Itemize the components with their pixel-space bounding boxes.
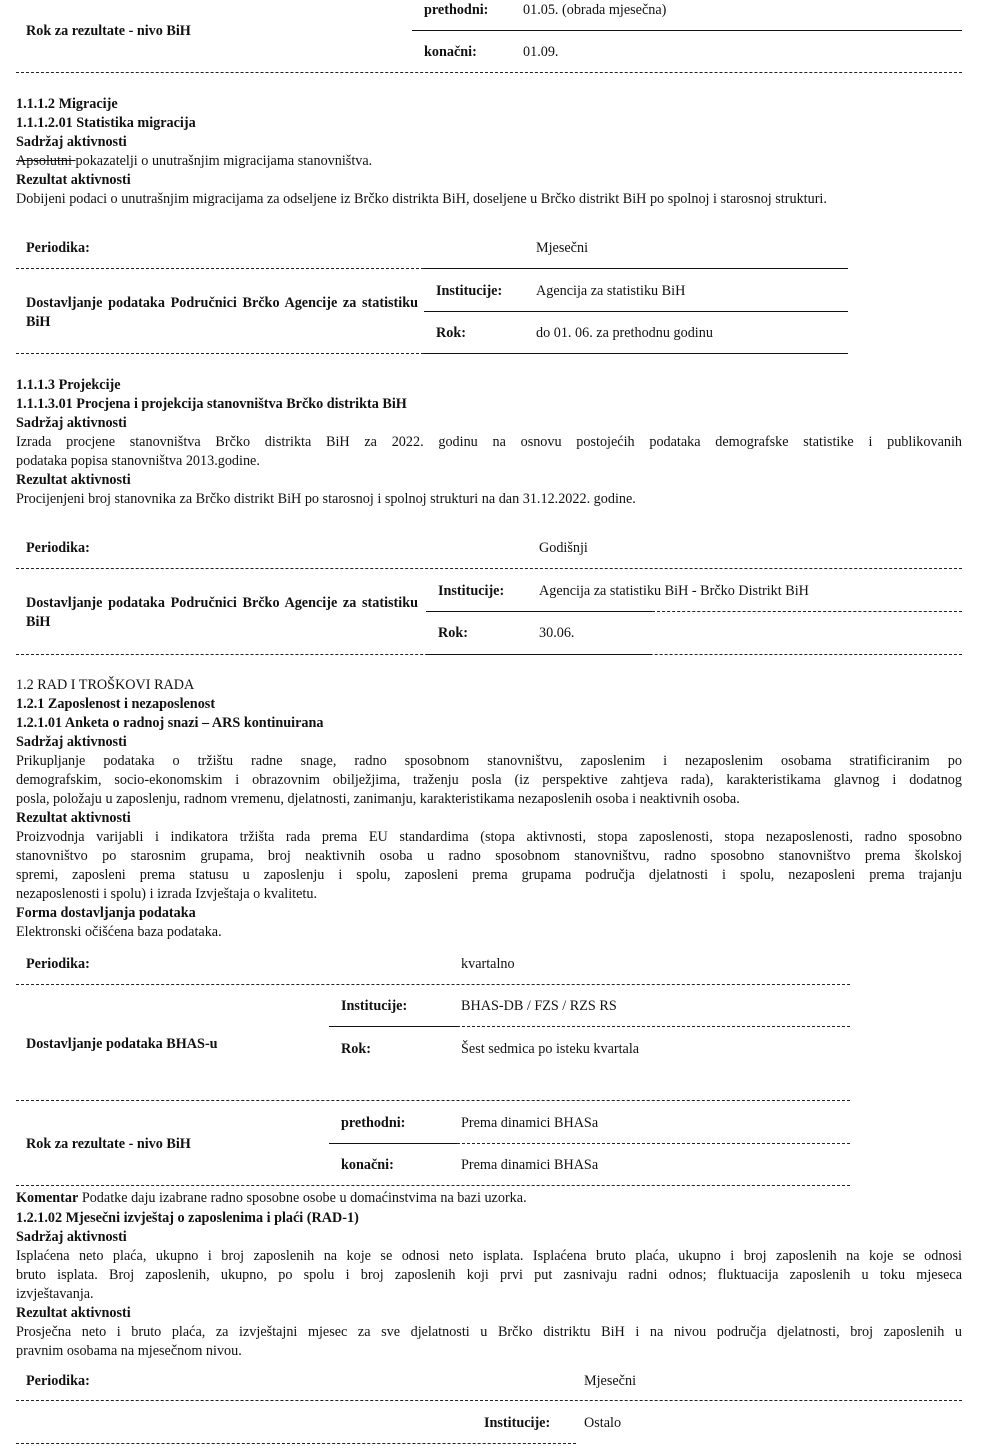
rezultat-line: pravnim osobama na mjesečnom nivou.	[16, 1343, 242, 1359]
rok-rezultate-label: Rok za rezultate - nivo BiH	[26, 1136, 191, 1152]
rezultat-text: Dobijeni podaci o unutrašnjim migracijama za odseljene iz Brčko distrikta BiH, doseljene u Brčko distrikt BiH po spolnoj i starosnoj strukturi.	[16, 191, 827, 207]
divider	[329, 1026, 457, 1027]
periodika-label: Periodika:	[26, 956, 90, 972]
prethodni-label: prethodni:	[424, 2, 489, 18]
section-heading: 1.1.1.3 Projekcije	[16, 377, 121, 393]
divider	[424, 311, 848, 312]
divider	[457, 1143, 850, 1144]
institucije-label: Institucije:	[484, 1415, 551, 1431]
prethodni-value: 01.05. (obrada mjesečna)	[523, 2, 667, 18]
rezultat-text: Procijenjeni broj stanovnika za Brčko distrikt BiH po starosnoj i spolnoj strukturi na dan 31.12.2022. godine.	[16, 491, 636, 507]
sadrzaj-line: Prikupljanje podataka o tržištu radne snage, radno sposobnom stanovništvu, zaposlenim i nezaposlenim osobama stratificiranim po	[16, 753, 962, 769]
prethodni-value: Prema dinamici BHASa	[461, 1115, 599, 1131]
section-heading: 1.2.1 Zaposlenost i nezaposlenost	[16, 696, 216, 712]
komentar-body: Podatke daju izabrane radno sposobne osobe u domaćinstvima na bazi uzorka.	[78, 1190, 527, 1206]
divider	[16, 353, 424, 354]
institucije-value: Agencija za statistiku BiH	[536, 283, 686, 299]
institucije-label: Institucije:	[341, 998, 408, 1014]
sadrzaj-rest: pokazatelji o unutrašnjim migracijama stanovništva.	[75, 153, 373, 169]
divider	[16, 1185, 850, 1186]
sadrzaj-line: Isplaćena neto plaća, ukupno i broj zaposlenih na koje se odnosi neto isplata. Isplaćena bruto plaća, ukupno i broj zaposlenih na koje se odnosi	[16, 1248, 962, 1264]
rezultat-heading: Rezultat aktivnosti	[16, 472, 131, 488]
subsection-heading: 1.1.1.2.01 Statistika migracija	[16, 115, 196, 131]
chapter-heading: 1.2 RAD I TROŠKOVI RADA	[16, 677, 195, 693]
dostavljanje-label: Dostavljanje podataka Područnici Brčko Agencije za statistiku BiH	[26, 595, 418, 630]
periodika-label: Periodika:	[26, 540, 90, 556]
sadrzaj-heading: Sadržaj aktivnosti	[16, 1229, 127, 1245]
subsection-heading: 1.2.1.01 Anketa o radnoj snazi – ARS kontinuirana	[16, 715, 324, 731]
periodika-label: Periodika:	[26, 240, 90, 256]
rezultat-line: Prosječna neto i bruto plaća, za izvještajni mjesec za sve djelatnosti u Brčko distriktu BiH i na nivou područja djelatnosti, broj zaposlenih u	[16, 1324, 962, 1340]
konacni-label: konačni:	[424, 44, 477, 60]
divider	[652, 611, 962, 612]
sadrzaj-heading: Sadržaj aktivnosti	[16, 734, 127, 750]
periodika-value: kvartalno	[461, 956, 515, 972]
divider	[457, 1026, 850, 1027]
struck-word: Apsolutni	[16, 153, 76, 169]
divider	[426, 654, 652, 655]
dostavljanje-label: Dostavljanje podataka BHAS-u	[26, 1036, 218, 1052]
sadrzaj-line: podataka popisa stanovništva 2013.godine.	[16, 453, 260, 469]
rezultat-heading: Rezultat aktivnosti	[16, 810, 131, 826]
rok-label: Rok:	[436, 325, 466, 341]
rezultat-line: nezaposlenosti i spolu) i izrada Izvještaja o kvalitetu.	[16, 886, 317, 902]
divider	[16, 1443, 576, 1444]
divider	[424, 353, 848, 354]
rezultat-line: Proizvodnja varijabli i indikatora tržišta rada prema EU standardima (stopa aktivnosti, stopa zaposlenosti, stopa nezaposlenosti, radno sposobno	[16, 829, 962, 845]
forma-text: Elektronski očišćena baza podataka.	[16, 924, 222, 940]
periodika-value: Mjesečni	[584, 1373, 637, 1389]
section-heading: 1.1.1.2 Migracije	[16, 96, 118, 112]
divider	[16, 984, 850, 985]
divider	[424, 268, 848, 269]
divider	[16, 1400, 962, 1401]
rok-value: do 01. 06. za prethodnu godinu	[536, 325, 713, 341]
divider	[16, 72, 962, 73]
subsection-heading: 1.2.1.02 Mjesečni izvještaj o zaposlenima i plaći (RAD-1)	[16, 1210, 359, 1226]
rezultat-heading: Rezultat aktivnosti	[16, 1305, 131, 1321]
institucije-value: Ostalo	[584, 1415, 622, 1431]
periodika-label: Periodika:	[26, 1373, 90, 1389]
divider	[329, 1143, 457, 1144]
sadrzaj-line: demografskim, socio-ekonomskim i obrazovnim obilježjima, traženju posla (iz perspektive zahtjeva rada), karakteristikama glavnog i dodatnog	[16, 772, 962, 788]
divider	[412, 30, 962, 31]
konacni-label: konačni:	[341, 1157, 394, 1173]
institucije-label: Institucije:	[436, 283, 503, 299]
institucije-value: BHAS-DB / FZS / RZS RS	[461, 998, 617, 1014]
sadrzaj-heading: Sadržaj aktivnosti	[16, 415, 127, 431]
institucije-value: Agencija za statistiku BiH - Brčko Distrikt BiH	[539, 583, 809, 599]
periodika-value: Godišnji	[539, 540, 588, 556]
divider	[16, 568, 962, 569]
rok-value: 30.06.	[539, 625, 575, 641]
komentar-heading: Komentar	[16, 1190, 79, 1206]
konacni-value: 01.09.	[523, 44, 559, 60]
rok-rezultate-label: Rok za rezultate - nivo BiH	[26, 23, 191, 39]
rezultat-heading: Rezultat aktivnosti	[16, 172, 131, 188]
rok-label: Rok:	[341, 1041, 371, 1057]
sadrzaj-line: Izrada procjene stanovništva Brčko distrikta BiH za 2022. godinu na osnovu postojećih podataka demografske statistike i publikovanih	[16, 434, 962, 450]
divider	[426, 611, 652, 612]
rok-value: Šest sedmica po isteku kvartala	[461, 1041, 640, 1057]
sadrzaj-line: izvještavanja.	[16, 1286, 94, 1302]
rok-label: Rok:	[438, 625, 468, 641]
dostavljanje-label: Dostavljanje podataka Područnici Brčko Agencije za statistiku BiH	[26, 295, 418, 330]
rezultat-line: stanovništvo po starosnim grupama, broj neaktivnih osoba u radno sposobnom stanovništvu, radno sposobno stanovništvo prema školskoj	[16, 848, 962, 864]
divider	[16, 1100, 850, 1101]
sadrzaj-heading: Sadržaj aktivnosti	[16, 134, 127, 150]
komentar-text	[16, 1189, 527, 1208]
sadrzaj-text	[16, 152, 372, 171]
periodika-value: Mjesečni	[536, 240, 589, 256]
institucije-label: Institucije:	[438, 583, 505, 599]
rezultat-line: spremi, zaposleni prema statusu u zaposlenju i spolu, zaposleni prema grupama područja djelatnosti i spolu, nezaposleni prema trajanju	[16, 867, 962, 883]
konacni-value: Prema dinamici BHASa	[461, 1157, 599, 1173]
prethodni-label: prethodni:	[341, 1115, 406, 1131]
forma-heading: Forma dostavljanja podataka	[16, 905, 196, 921]
sadrzaj-line: posla, položaju u zaposlenju, radnom vremenu, djelatnosti, zanimanju, karakteristikama nezaposlenih osoba i neaktivnih osoba.	[16, 791, 740, 807]
subsection-heading: 1.1.1.3.01 Procjena i projekcija stanovništva Brčko distrikta BiH	[16, 396, 407, 412]
sadrzaj-line: bruto isplata. Broj zaposlenih, ukupno, po spolu i broj zaposlenih koji prvi put zasnivaju radni odnos; fluktuacija zaposlenih u toku mjeseca	[16, 1267, 962, 1283]
divider	[16, 268, 424, 269]
